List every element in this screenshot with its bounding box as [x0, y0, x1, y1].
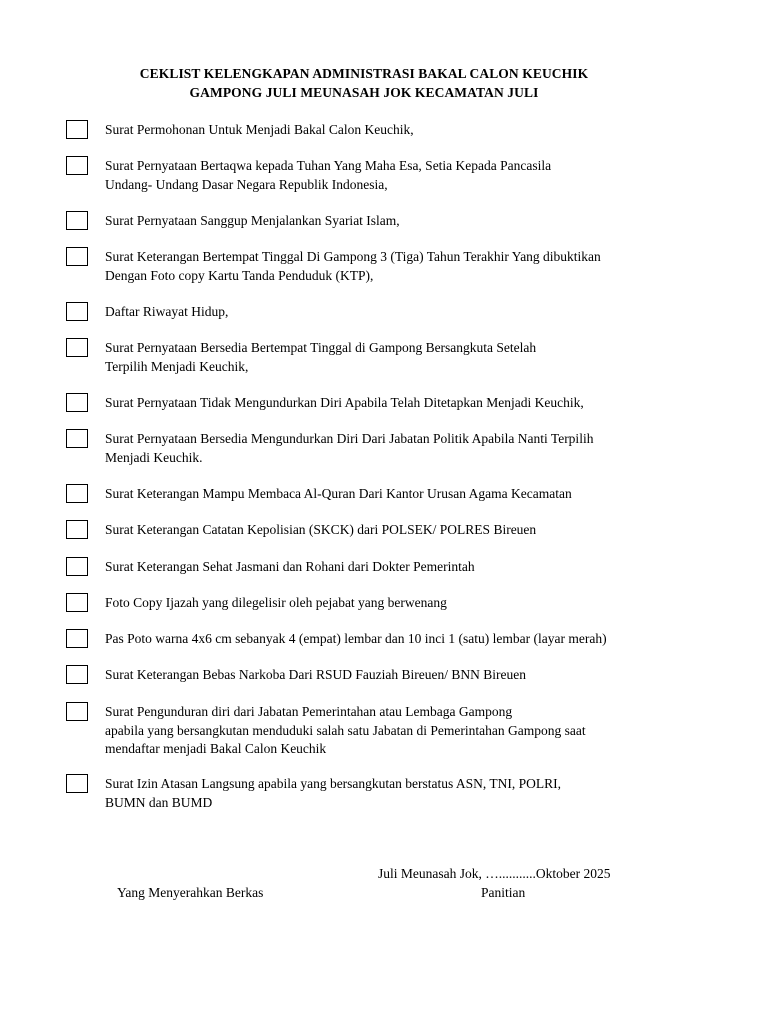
- checklist-item-text: Surat Keterangan Bertempat Tinggal Di Gampong 3 (Tiga) Tahun Terakhir Yang dibuktikan Dengan Foto copy Kartu Tanda Penduduk (KTP),: [105, 249, 601, 283]
- checklist-item-text: Surat Pernyataan Sanggup Menjalankan Syariat Islam,: [105, 213, 400, 228]
- document-title-line1: CEKLIST KELENGKAPAN ADMINISTRASI BAKAL CALON KEUCHIK: [139, 66, 589, 81]
- checklist-item-text: Surat Pernyataan Bertaqwa kepada Tuhan Yang Maha Esa, Setia Kepada Pancasila Undang- Undang Dasar Negara Republik Indonesia,: [105, 158, 552, 192]
- checkbox[interactable]: [66, 429, 88, 448]
- checkbox[interactable]: [66, 629, 88, 648]
- checkbox[interactable]: [66, 393, 88, 412]
- checklist-item-text: Surat Pernyataan Bersedia Bertempat Tinggal di Gampong Bersangkuta Setelah Terpilih Menjadi Keuchik,: [105, 340, 537, 374]
- committee-label: Panitian: [481, 885, 526, 900]
- checkbox[interactable]: [66, 247, 88, 266]
- checklist-item-text: Pas Poto warna 4x6 cm sebanyak 4 (empat) lembar dan 10 inci 1 (satu) lembar (layar merah): [105, 631, 607, 646]
- checklist-item-text: Surat Pengunduran diri dari Jabatan Pemerintahan atau Lembaga Gampong apabila yang bersangkutan menduduki salah satu Jabatan di Pemerintahan Gampong saat mendaftar menjadi Bakal Calon Keuchik: [105, 704, 586, 756]
- submitter-label: Yang Menyerahkan Berkas: [117, 885, 264, 900]
- checkbox[interactable]: [66, 302, 88, 321]
- checklist-item-text: Foto Copy Ijazah yang dilegelisir oleh pejabat yang berwenang: [105, 595, 447, 610]
- checkbox[interactable]: [66, 211, 88, 230]
- checklist-item-text: Surat Keterangan Catatan Kepolisian (SKCK) dari POLSEK/ POLRES Bireuen: [105, 522, 537, 537]
- document-title-line2: GAMPONG JULI MEUNASAH JOK KECAMATAN JULI: [189, 85, 539, 100]
- checklist-item-text: Surat Pernyataan Tidak Mengundurkan Diri Apabila Telah Ditetapkan Menjadi Keuchik,: [105, 395, 584, 410]
- checkbox[interactable]: [66, 557, 88, 576]
- checkbox[interactable]: [66, 120, 88, 139]
- checkbox[interactable]: [66, 593, 88, 612]
- checklist-item-text: Daftar Riwayat Hidup,: [105, 304, 229, 319]
- checklist-item-text: Surat Pernyataan Bersedia Mengundurkan Diri Dari Jabatan Politik Apabila Nanti Terpilih Menjadi Keuchik.: [105, 431, 594, 465]
- checkbox[interactable]: [66, 484, 88, 503]
- checkbox[interactable]: [66, 665, 88, 684]
- checkbox[interactable]: [66, 702, 88, 721]
- place-date: Juli Meunasah Jok, …...........Oktober 2025: [378, 866, 611, 881]
- checklist-item-text: Surat Keterangan Bebas Narkoba Dari RSUD Fauziah Bireuen/ BNN Bireuen: [105, 667, 527, 682]
- checkbox[interactable]: [66, 520, 88, 539]
- checkbox[interactable]: [66, 338, 88, 357]
- checkbox[interactable]: [66, 774, 88, 793]
- checklist-item-text: Surat Izin Atasan Langsung apabila yang bersangkutan berstatus ASN, TNI, POLRI, BUMN dan BUMD: [105, 776, 562, 810]
- checklist-item-text: Surat Keterangan Mampu Membaca Al-Quran Dari Kantor Urusan Agama Kecamatan: [105, 486, 572, 501]
- checkbox[interactable]: [66, 156, 88, 175]
- checklist-item-text: Surat Permohonan Untuk Menjadi Bakal Calon Keuchik,: [105, 122, 414, 137]
- checklist-item-text: Surat Keterangan Sehat Jasmani dan Rohani dari Dokter Pemerintah: [105, 559, 475, 574]
